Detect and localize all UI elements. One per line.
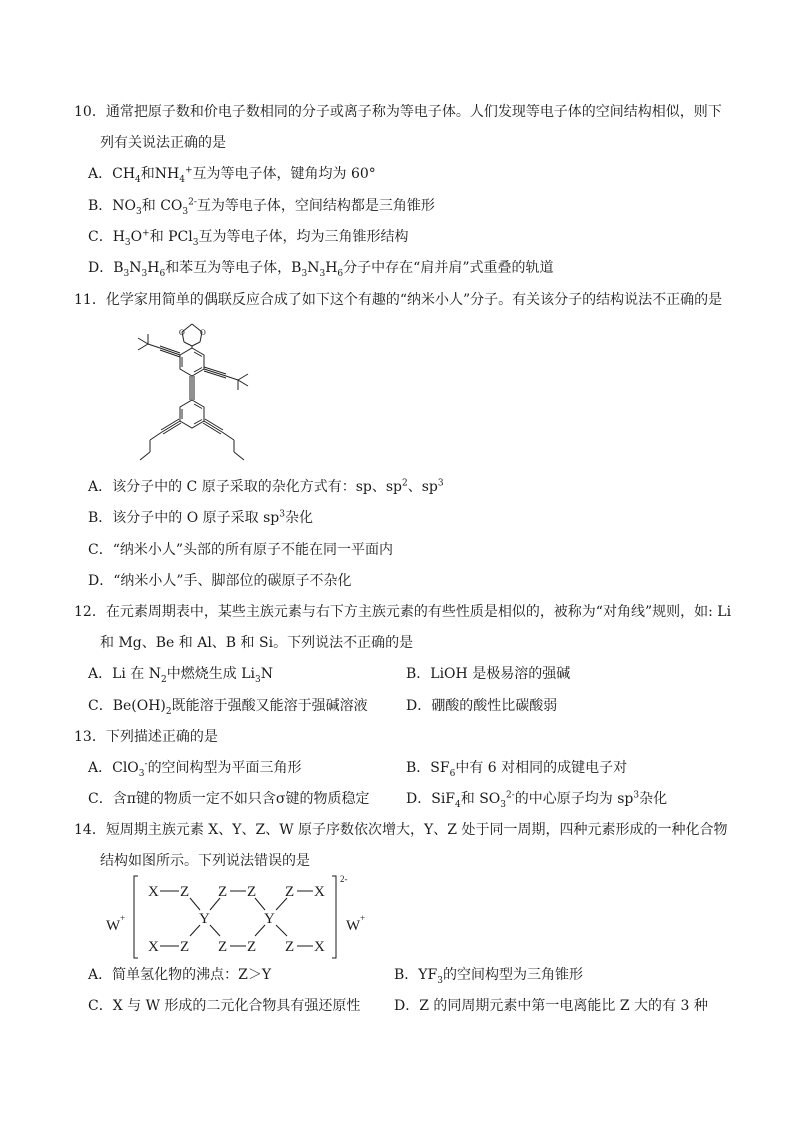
atom-z-bottom-right: Z [285, 939, 295, 955]
atom-y-right: Y [264, 911, 275, 927]
q12-stem-line1: 12．在元素周期表中，某些主族元素与右下方主族元素的有些性质是相似的，被称为“对角线”规则，如: Li [74, 604, 732, 620]
q11-stem: 11．化学家用简单的偶联反应合成了如下这个有趣的“纳米小人”分子。有关该分子的结构说法不正确的是 [74, 292, 723, 308]
q14-option-c: C．X 与 W 形成的二元化合物具有强还原性 [88, 998, 361, 1014]
atom-z-top-mid-left: Z [218, 884, 228, 900]
q10-option-c: C．$H_3O^+$和 PCl$_3$互为等电子体，均为三角锥形结构 [88, 228, 409, 248]
q10-option-d: D．$B_3N_3H_6$和苯互为等电子体，$B_3N_3H_6$分子中存在“肩并肩”式重叠的轨道 [88, 260, 554, 279]
anion-charge: 2- [340, 874, 348, 884]
q14-stem-line2: 结构如图所示。下列说法错误的是 [100, 853, 310, 869]
q10-stem-line2: 列有关说法正确的是 [100, 135, 226, 151]
q13-option-b: B．$SF_6$中有 6 对相同的成键电子对 [406, 760, 628, 779]
q13-stem: 13．下列描述正确的是 [74, 729, 218, 745]
q12-option-b: B．LiOH 是极易溶的强碱 [406, 666, 571, 682]
q10-option-b: B．$NO_3$和 $CO_3^{2-}$互为等电子体，空间结构都是三角锥形 [88, 197, 435, 217]
atom-x-top-right: X [314, 884, 325, 900]
q11-option-d: D．“纳米小人”手、脚部位的碳原子不杂化 [88, 573, 352, 589]
atom-x-bottom-left: X [148, 939, 159, 955]
q10-stem-line1: 10．通常把原子数和价电子数相同的分子或离子称为等电子体。人们发现等电子体的空间结构相似，则下 [74, 104, 722, 120]
q11-option-a: A．该分子中的 C 原子采取的杂化方式有：sp、$sp^2$、$sp^3$ [88, 478, 444, 495]
cation-w-right-charge: + [360, 913, 366, 923]
atom-z-bottom-left: Z [180, 939, 190, 955]
q11-option-c: C．“纳米小人”头部的所有原子不能在同一平面内 [88, 542, 394, 558]
q14-structure-diagram [100, 873, 390, 963]
atom-y-left: Y [199, 911, 210, 927]
atom-z-top-left: Z [180, 884, 190, 900]
q12-option-a: A．Li 在 $N_2$中燃烧生成 $Li_3N$ [88, 666, 273, 685]
q13-option-d: D．SiF$_4$和 $SO_3^{2-}$的中心原子均为 $sp^3$杂化 [406, 790, 668, 810]
cation-w-left-charge: + [120, 913, 126, 923]
cation-w-right: W [346, 918, 361, 934]
q13-option-c: C．含π键的物质一定不如只含σ键的物质稳定 [88, 791, 370, 807]
atom-x-top-left: X [148, 884, 159, 900]
q11-option-b: B．该分子中的 O 原子采取 $sp^3$杂化 [88, 509, 313, 526]
q13-option-a: A．ClO$_3$-的空间构型为平面三角形 [88, 759, 302, 779]
q14-option-d: D．Z 的同周期元素中第一电离能比 Z 大的有 3 种 [394, 998, 708, 1014]
q14-option-b: B．$YF_3$的空间构型为三角锥形 [394, 967, 583, 986]
atom-z-top-right: Z [285, 884, 295, 900]
atom-z-bottom-mid-right: Z [247, 939, 257, 955]
q12-option-c: C．$Be(OH)_2$既能溶于强酸又能溶于强碱溶液 [88, 698, 368, 717]
q10-option-a: A．$CH_4$和$NH_4^+$互为等电子体，键角均为 60° [88, 165, 376, 185]
atom-x-bottom-right: X [314, 939, 325, 955]
oxygen-label-right: O [200, 328, 206, 337]
nano-putian-molecule-diagram [130, 310, 270, 470]
atom-z-top-mid-right: Z [247, 884, 257, 900]
q14-option-a: A．简单氢化物的沸点：Z＞Y [88, 967, 272, 983]
atom-z-bottom-mid-left: Z [218, 939, 228, 955]
q12-stem-line2: 和 Mg、Be 和 Al、B 和 Si。下列说法不正确的是 [100, 635, 414, 651]
oxygen-label-left: O [179, 328, 185, 337]
q12-option-d: D．硼酸的酸性比碳酸弱 [406, 698, 558, 714]
cation-w-left: W [106, 918, 121, 934]
q14-stem-line1: 14．短周期主族元素 X、Y、Z、W 原子序数依次增大，Y、Z 处于同一周期，四种元素形成的一种化合物 [74, 822, 728, 838]
